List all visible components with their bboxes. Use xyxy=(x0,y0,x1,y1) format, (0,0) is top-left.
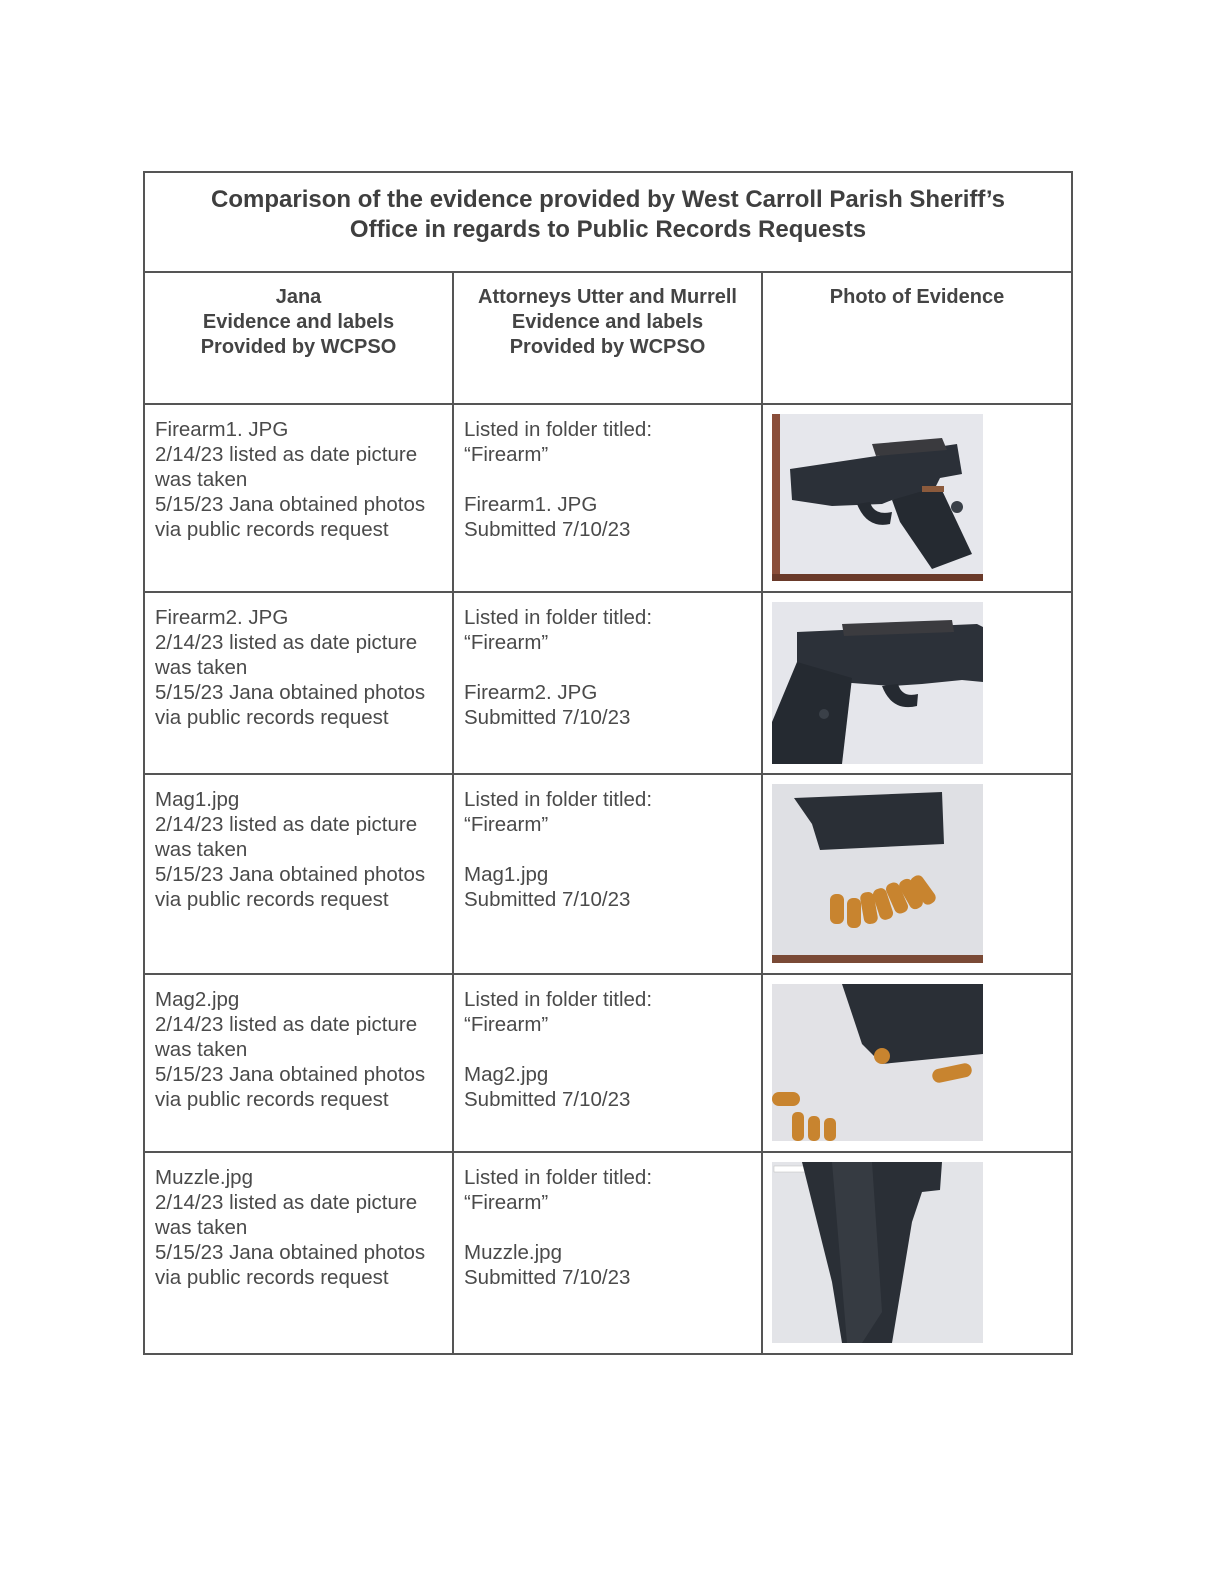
photo-cell xyxy=(762,1152,1072,1354)
text-line: “Firearm” xyxy=(464,631,549,654)
text-line: Firearm2. JPG xyxy=(155,606,289,629)
table-row xyxy=(144,404,1072,592)
text-line: “Firearm” xyxy=(464,813,549,836)
jana-cell xyxy=(144,974,453,1152)
table-title-row xyxy=(144,172,1072,272)
jana-cell xyxy=(144,404,453,592)
text-line: 2/14/23 listed as date picture xyxy=(155,443,418,466)
text-line: Comparison of the evidence provided by West Carroll Parish Sheriff’s xyxy=(211,186,1005,213)
text-line: Provided by WCPSO xyxy=(200,336,397,358)
text-line: Attorneys Utter and Murrell xyxy=(478,286,737,308)
jana-cell xyxy=(144,1152,453,1354)
table-row xyxy=(144,974,1072,1152)
text-line: Provided by WCPSO xyxy=(509,336,706,358)
text-line: Mag2.jpg xyxy=(155,988,240,1011)
text-line: 5/15/23 Jana obtained photos xyxy=(155,493,426,516)
table-row xyxy=(144,1152,1072,1354)
text-line: was taken xyxy=(155,656,248,679)
text-line: Mag2.jpg xyxy=(464,1063,549,1086)
text-line: via public records request xyxy=(155,888,389,911)
photo-cell xyxy=(762,974,1072,1152)
attorneys-cell xyxy=(453,774,762,974)
table-header-row xyxy=(144,272,1072,404)
attorneys-cell xyxy=(453,1152,762,1354)
attorneys-cell xyxy=(453,974,762,1152)
text-line: 5/15/23 Jana obtained photos xyxy=(155,1063,426,1086)
text-line: 2/14/23 listed as date picture xyxy=(155,1191,418,1214)
text-line: Evidence and labels xyxy=(511,311,704,333)
text-line: “Firearm” xyxy=(464,1013,549,1036)
text-line: 2/14/23 listed as date picture xyxy=(155,1013,418,1036)
text-line: Submitted 7/10/23 xyxy=(464,888,631,911)
header-photo xyxy=(762,272,1072,404)
table-row xyxy=(144,592,1072,774)
text-line: Jana xyxy=(275,286,322,308)
text-line: Listed in folder titled: xyxy=(464,788,653,811)
text-line: was taken xyxy=(155,838,248,861)
text-line: via public records request xyxy=(155,518,389,541)
text-line: “Firearm” xyxy=(464,443,549,466)
attorneys-cell xyxy=(453,404,762,592)
photo-cell xyxy=(762,404,1072,592)
text-line: Submitted 7/10/23 xyxy=(464,518,631,541)
header-attorneys xyxy=(453,272,762,404)
muzzle-closeup-icon xyxy=(772,1162,983,1343)
jana-cell xyxy=(144,592,453,774)
text-line: Muzzle.jpg xyxy=(155,1166,253,1189)
table-row xyxy=(144,774,1072,974)
text-line: 2/14/23 listed as date picture xyxy=(155,813,418,836)
text-line: was taken xyxy=(155,1216,248,1239)
text-line: 2/14/23 listed as date picture xyxy=(155,631,418,654)
text-line: 5/15/23 Jana obtained photos xyxy=(155,681,426,704)
text-line: was taken xyxy=(155,1038,248,1061)
jana-cell xyxy=(144,774,453,974)
text-line: Submitted 7/10/23 xyxy=(464,1266,631,1289)
text-line: Listed in folder titled: xyxy=(464,418,653,441)
text-line: Listed in folder titled: xyxy=(464,988,653,1011)
text-line: 5/15/23 Jana obtained photos xyxy=(155,863,426,886)
text-line: Submitted 7/10/23 xyxy=(464,1088,631,1111)
attorneys-cell xyxy=(453,592,762,774)
table-title xyxy=(144,172,1072,272)
evidence-comparison-table xyxy=(143,171,1073,1355)
text-line: via public records request xyxy=(155,1088,389,1111)
magazine-closeup-icon xyxy=(772,984,983,1141)
text-line: Evidence and labels xyxy=(202,311,395,333)
text-line: Muzzle.jpg xyxy=(464,1241,562,1264)
text-line: Listed in folder titled: xyxy=(464,1166,653,1189)
photo-cell xyxy=(762,592,1072,774)
text-line: was taken xyxy=(155,468,248,491)
text-line: 5/15/23 Jana obtained photos xyxy=(155,1241,426,1264)
text-line: Photo of Evidence xyxy=(829,286,1005,308)
text-line: Office in regards to Public Records Requests xyxy=(349,216,867,243)
text-line: Mag1.jpg xyxy=(464,863,549,886)
text-line: Listed in folder titled: xyxy=(464,606,653,629)
pistol-right-view-icon xyxy=(772,602,983,764)
text-line: Submitted 7/10/23 xyxy=(464,706,631,729)
magazine-with-rounds-icon xyxy=(772,784,983,963)
pistol-left-view-icon xyxy=(772,414,983,581)
text-line: Firearm2. JPG xyxy=(464,681,598,704)
text-line: Firearm1. JPG xyxy=(155,418,289,441)
text-line: Firearm1. JPG xyxy=(464,493,598,516)
text-line: via public records request xyxy=(155,1266,389,1289)
header-jana xyxy=(144,272,453,404)
photo-cell xyxy=(762,774,1072,974)
text-line: via public records request xyxy=(155,706,389,729)
text-line: Mag1.jpg xyxy=(155,788,240,811)
text-line: “Firearm” xyxy=(464,1191,549,1214)
